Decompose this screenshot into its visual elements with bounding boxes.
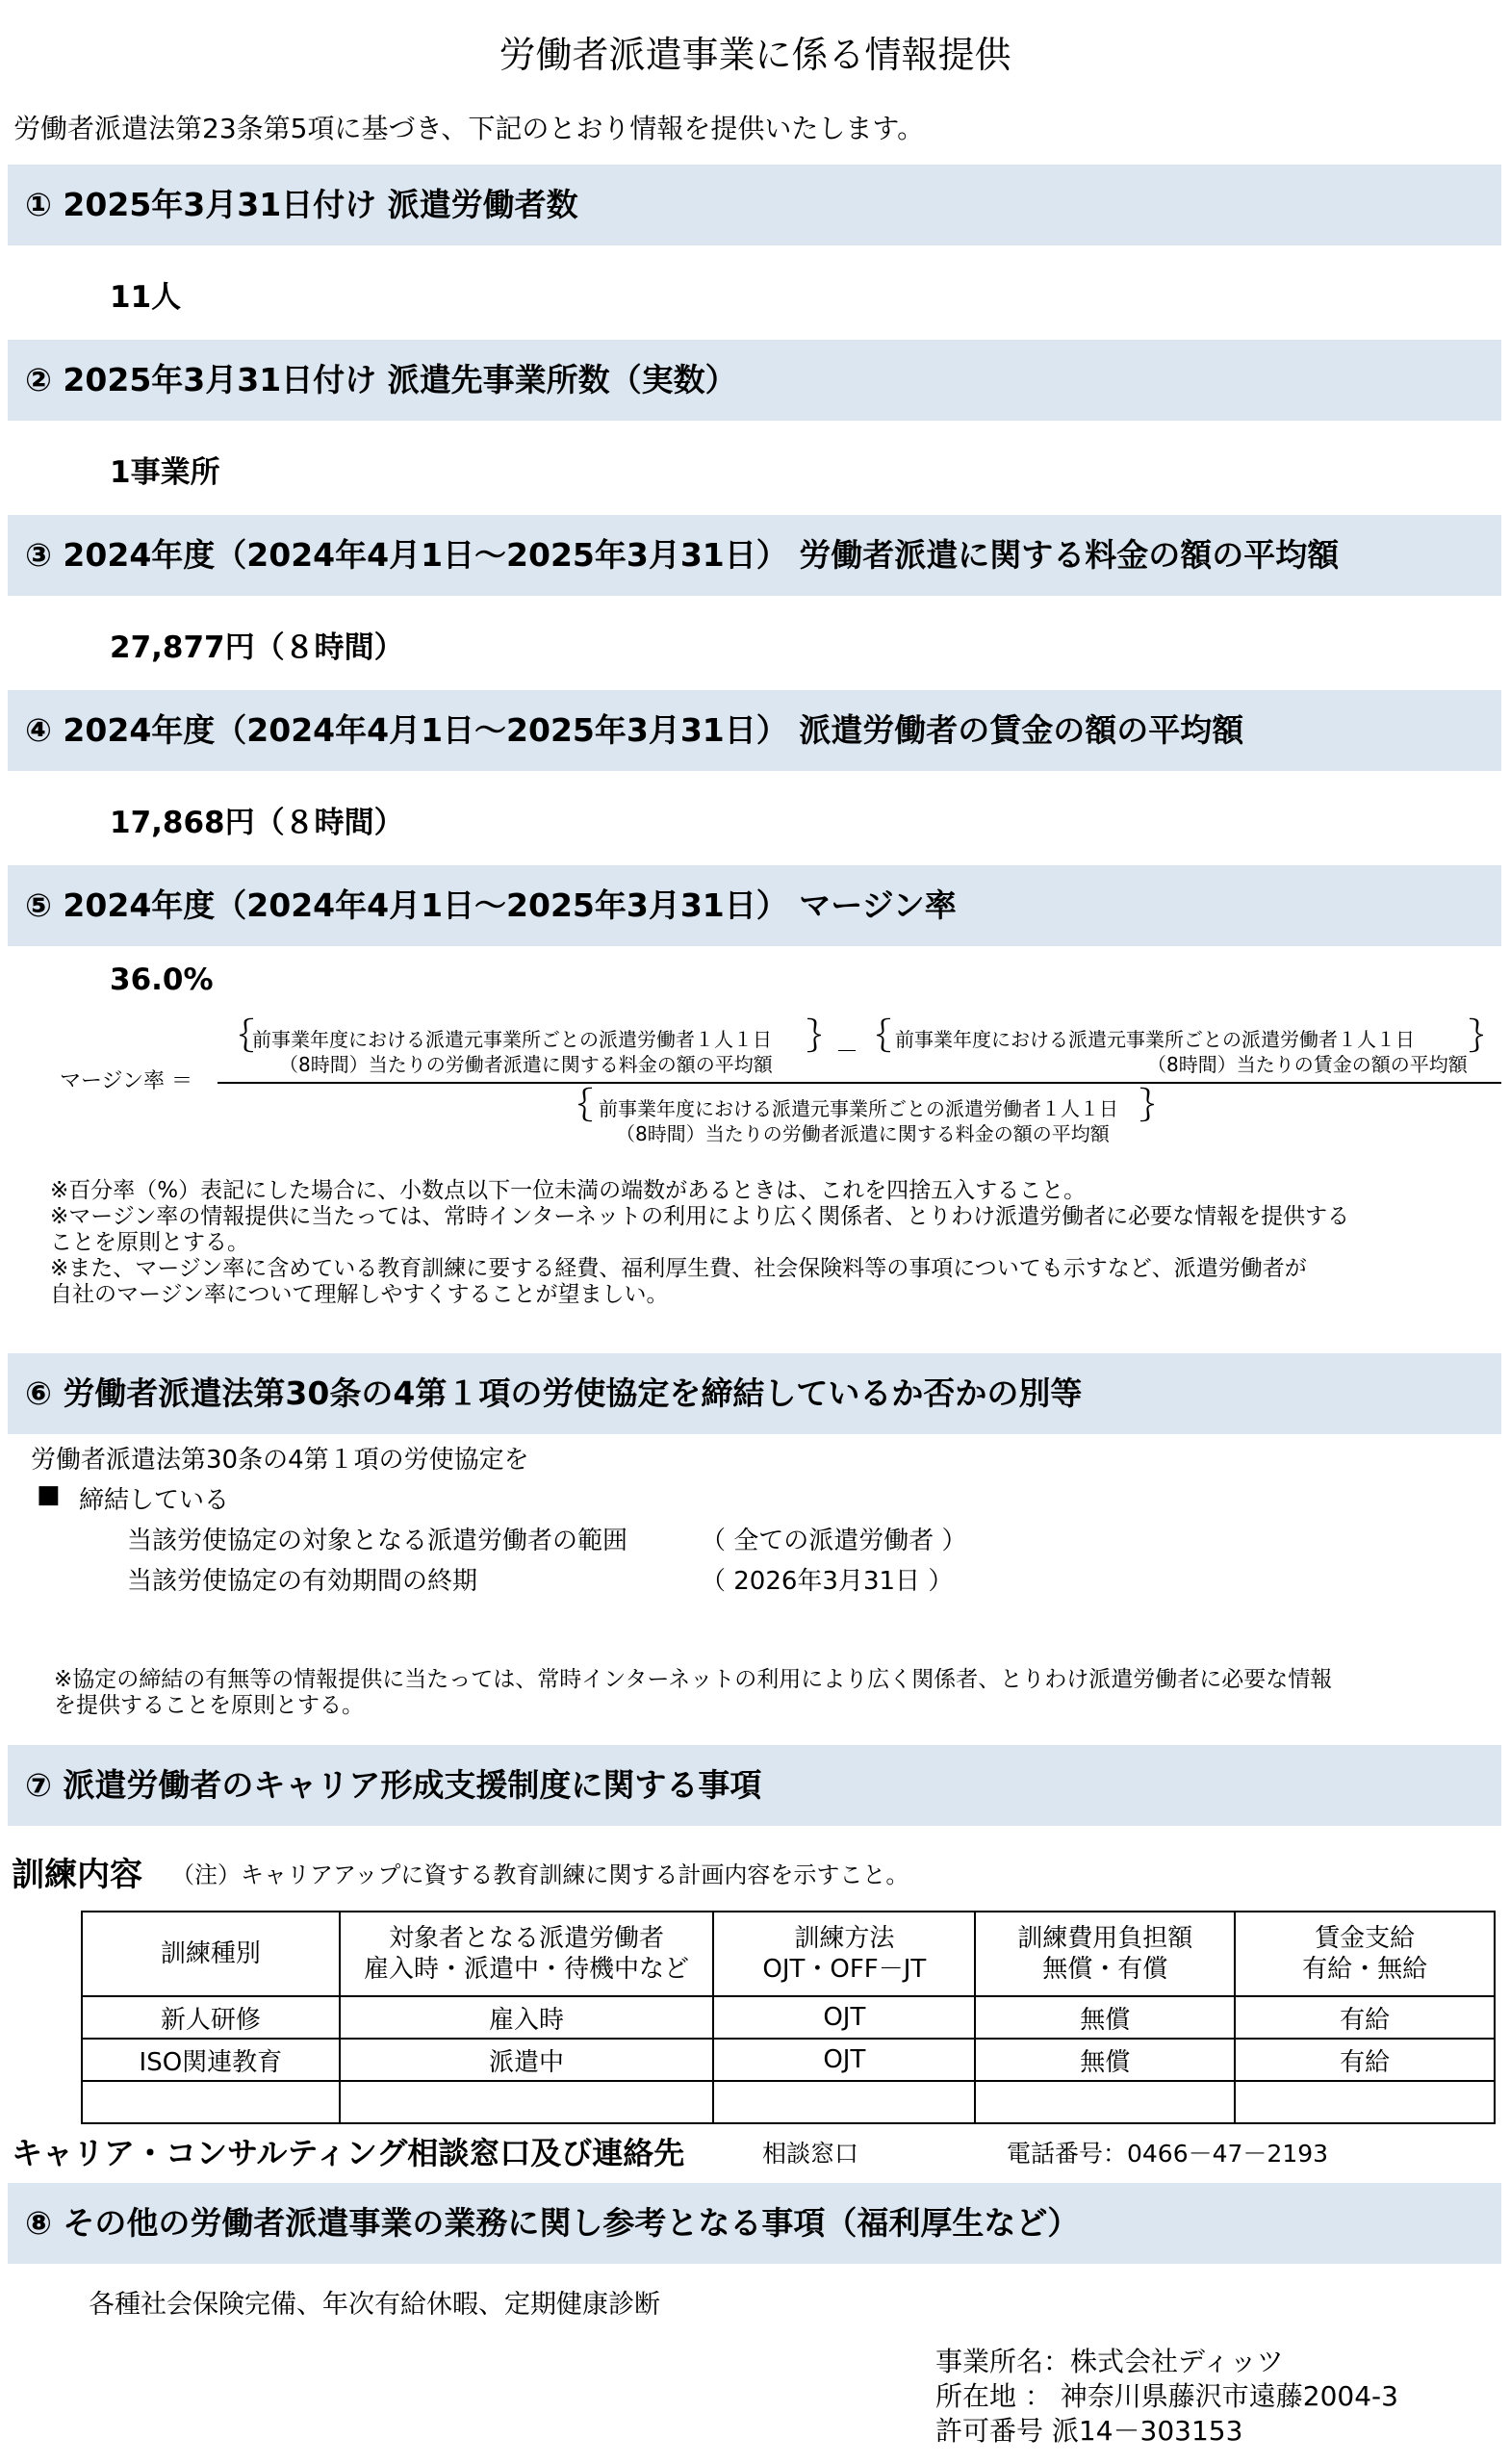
minus-sign: － — [835, 1038, 858, 1065]
intro-text: 労働者派遣法第23条第5項に基づき、下記のとおり情報を提供いたします。 — [13, 113, 925, 144]
table-cell — [975, 2081, 1235, 2123]
section-8-value: 各種社会保険完備、年次有給休暇、定期健康診断 — [89, 2290, 660, 2320]
section-2-heading: ② 2025年3月31日付け 派遣先事業所数（実数） — [25, 361, 737, 398]
agreement-checkbox: ■ — [37, 1480, 61, 1509]
bracket-close-b: ｝ — [1469, 1017, 1504, 1057]
note-6-1: ※協定の締結の有無等の情報提供に当たっては、常時インターネットの利用により広く関係者、とりわけ派遣労働者に必要な情報 — [54, 1667, 1333, 1692]
training-title: 訓練内容 — [12, 1856, 142, 1894]
table-cell — [1235, 2081, 1495, 2123]
training-note: （注）キャリアアップに資する教育訓練に関する計画内容を示すこと。 — [171, 1861, 909, 1888]
table-row — [82, 2039, 1495, 2081]
section-3-header — [8, 515, 1501, 596]
section-2-value: 1事業所 — [110, 455, 220, 490]
section-5-header — [8, 865, 1501, 946]
agreement-status: 締結している — [79, 1486, 230, 1515]
table-cell: ISO関連教育 — [82, 2039, 340, 2081]
section-2-header — [8, 340, 1501, 421]
consultation-label: 相談窓口 — [762, 2140, 859, 2168]
header-training-cost: 訓練費用負担額 無償・有償 — [975, 1912, 1235, 1996]
table-cell — [340, 2081, 714, 2123]
section-6-header — [8, 1353, 1501, 1434]
section-3-value: 27,877円（８時間） — [110, 630, 404, 665]
numerator-a-line1: 前事業年度における派遣元事業所ごとの派遣労働者１人１日 — [252, 1028, 772, 1051]
header-target-workers: 対象者となる派遣労働者 雇入時・派遣中・待機中など — [340, 1912, 714, 1996]
table-cell: 新人研修 — [82, 1996, 340, 2039]
training-table-header-row — [82, 1912, 1495, 1996]
section-8-heading: ⑧ その他の労働者派遣事業の業務に関し参考となる事項（福利厚生など） — [25, 2204, 1080, 2242]
page-title: 労働者派遣事業に係る情報提供 — [499, 34, 1011, 76]
section-1-heading: ① 2025年3月31日付け 派遣労働者数 — [25, 186, 578, 223]
table-cell: 雇入時 — [340, 1996, 714, 2039]
section-1-header — [8, 165, 1501, 245]
note-5-5: 自社のマージン率について理解しやすくすることが望ましい。 — [50, 1282, 669, 1307]
table-cell: OJT — [713, 2039, 975, 2081]
agreement-scope-value: （ 全ての派遣労働者 ） — [701, 1527, 967, 1555]
bracket-close-den: ｝ — [1139, 1087, 1175, 1126]
training-table — [81, 1911, 1496, 2124]
numerator-b-line1: 前事業年度における派遣元事業所ごとの派遣労働者１人１日 — [895, 1028, 1415, 1051]
table-cell: 有給 — [1235, 2039, 1495, 2081]
header-training-method: 訓練方法 OJT・OFF－JT — [713, 1912, 975, 1996]
note-5-3: ことを原則とする。 — [50, 1230, 249, 1255]
consultation-phone: 電話番号：0466－47－2193 — [1007, 2140, 1329, 2168]
section-3-heading: ③ 2024年度（2024年4月1日～2025年3月31日） 労働者派遣に関する料金の額の平均額 — [25, 536, 1340, 574]
denominator-line1: 前事業年度における派遣元事業所ごとの派遣労働者１人１日 — [599, 1097, 1118, 1120]
table-cell — [713, 2081, 975, 2123]
section-8-header — [8, 2183, 1501, 2264]
table-cell — [82, 2081, 340, 2123]
bracket-open-a: ｛ — [219, 1017, 255, 1057]
bracket-open-b: ｛ — [857, 1017, 892, 1057]
company-license: 許可番号 派14－303153 — [935, 2415, 1243, 2447]
section-6-heading: ⑥ 労働者派遣法第30条の4第１項の労使協定を締結しているか否かの別等 — [25, 1374, 1083, 1412]
table-cell: 無償 — [975, 2039, 1235, 2081]
section-5-value: 36.0% — [110, 962, 214, 997]
note-5-4: ※また、マージン率に含めている教育訓練に要する経費、福利厚生費、社会保険料等の事項についても示すなど、派遣労働者が — [50, 1256, 1307, 1281]
numerator-a-line2: （8時間）当たりの労働者派遣に関する料金の額の平均額 — [279, 1053, 773, 1076]
denominator-line2: （8時間）当たりの労働者派遣に関する料金の額の平均額 — [616, 1122, 1110, 1145]
section-5-heading: ⑤ 2024年度（2024年4月1日～2025年3月31日） マージン率 — [25, 886, 957, 924]
header-wage-payment: 賃金支給 有給・無給 — [1235, 1912, 1495, 1996]
table-row — [82, 1996, 1495, 2039]
company-name: 事業所名：株式会社ディッツ — [935, 2346, 1284, 2377]
note-5-2: ※マージン率の情報提供に当たっては、常時インターネットの利用により広く関係者、とりわけ派遣労働者に必要な情報を提供する — [50, 1204, 1350, 1229]
section-7-heading: ⑦ 派遣労働者のキャリア形成支援制度に関する事項 — [25, 1766, 762, 1804]
section-4-header — [8, 690, 1501, 771]
bracket-close-a: ｝ — [806, 1017, 842, 1057]
section-1-value: 11人 — [110, 280, 182, 315]
agreement-period-label: 当該労使協定の有効期間の終期 — [127, 1567, 478, 1596]
table-cell: 無償 — [975, 1996, 1235, 2039]
section-4-value: 17,868円（８時間） — [110, 806, 404, 840]
note-5-1: ※百分率（%）表記にした場合に、小数点以下一位未満の端数があるときは、これを四捨五入すること。 — [50, 1178, 1087, 1203]
table-row — [82, 2081, 1495, 2123]
company-address: 所在地 ： 神奈川県藤沢市遠藤2004-3 — [935, 2380, 1398, 2412]
agreement-period-value: （ 2026年3月31日 ） — [701, 1567, 954, 1596]
agreement-intro: 労働者派遣法第30条の4第１項の労使協定を — [31, 1446, 529, 1475]
header-training-type: 訓練種別 — [82, 1912, 340, 1996]
table-cell: 有給 — [1235, 1996, 1495, 2039]
consultation-title: キャリア・コンサルティング相談窓口及び連絡先 — [12, 2135, 685, 2171]
section-4-heading: ④ 2024年度（2024年4月1日～2025年3月31日） 派遣労働者の賃金の額の平均額 — [25, 711, 1244, 749]
note-6-2: を提供することを原則とする。 — [54, 1693, 364, 1718]
table-cell: OJT — [713, 1996, 975, 2039]
fraction-line — [218, 1082, 1501, 1084]
bracket-open-den: ｛ — [558, 1087, 594, 1126]
table-cell: 派遣中 — [340, 2039, 714, 2081]
numerator-b-line2: （8時間）当たりの賃金の額の平均額 — [1147, 1053, 1468, 1076]
agreement-scope-label: 当該労使協定の対象となる派遣労働者の範囲 — [127, 1527, 628, 1555]
section-7-header — [8, 1745, 1501, 1826]
formula-label: マージン率 ＝ — [60, 1069, 193, 1093]
